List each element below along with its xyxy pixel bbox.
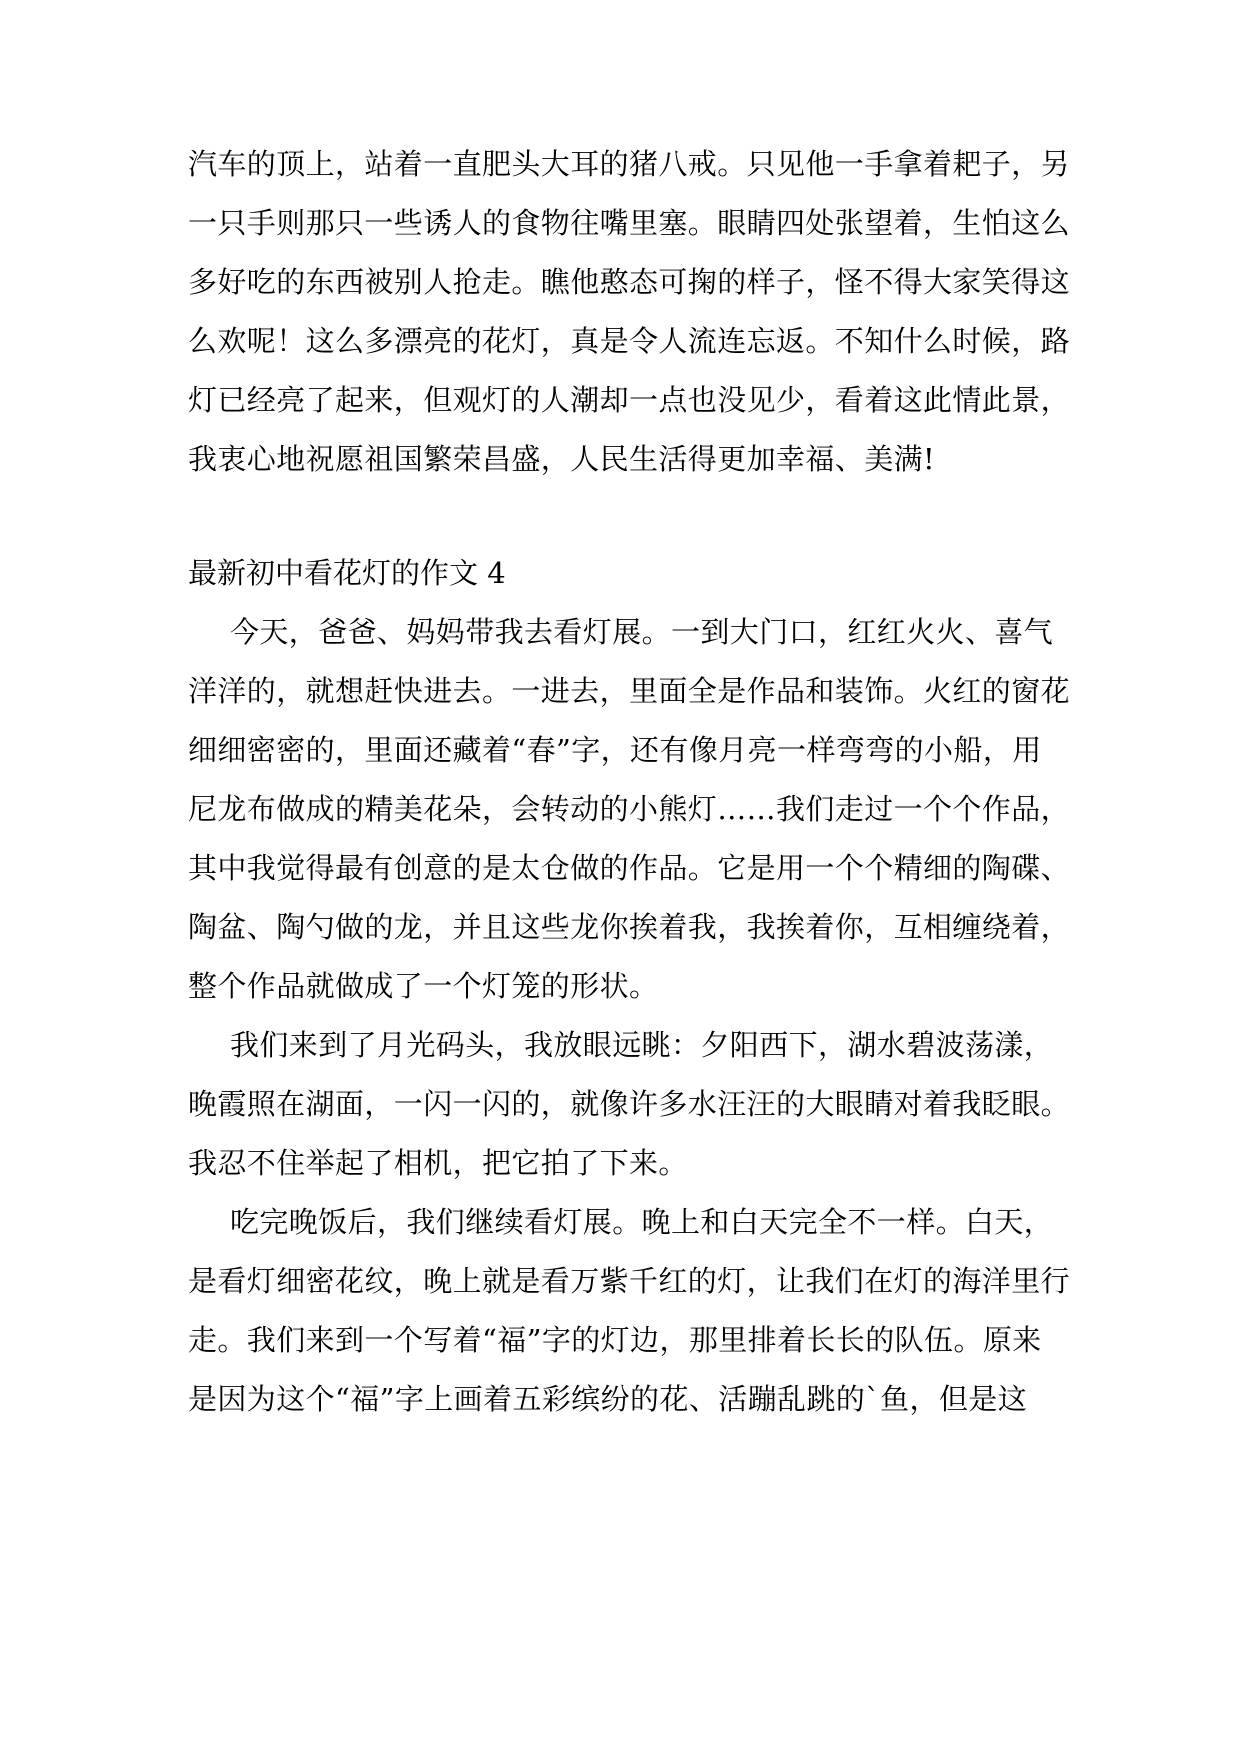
text-line: 汽车的顶上，站着一直肥头大耳的猪八戒。只见他一手拿着耙子，另 [188,147,1071,181]
text-line: 是看灯细密花纹，晚上就是看万紫千红的灯，让我们在灯的海洋里行 [188,1264,1071,1298]
text-line: 是因为这个“福”字上画着五彩缤纷的花、活蹦乱跳的`鱼，但是这 [188,1382,1028,1416]
text-line: 吃完晚饭后，我们继续看灯展。晚上和白天完全不一样。白天， [230,1205,1054,1239]
text-line: 其中我觉得最有创意的是太仓做的作品。它是用一个个精细的陶碟、 [188,851,1071,885]
text-line: 灯已经亮了起来，但观灯的人潮却一点也没见少，看着这此情此景， [188,383,1071,417]
text-line: 陶盆、陶勺做的龙，并且这些龙你挨着我，我挨着你，互相缠绕着， [188,910,1071,944]
text-line: 洋洋的，就想赶快进去。一进去，里面全是作品和装饰。火红的窗花 [188,674,1071,708]
text-line: 尼龙布做成的精美花朵，会转动的小熊灯……我们走过一个个作品， [188,792,1071,826]
section-title: 最新初中看花灯的作文 4 [188,556,506,590]
text-line: 走。我们来到一个写着“福”字的灯边，那里排着长长的队伍。原来 [188,1323,1042,1357]
text-line: 细细密密的，里面还藏着“春”字，还有像月亮一样弯弯的小船，用 [188,733,1042,767]
text-line: 多好吃的东西被别人抢走。瞧他憨态可掬的样子，怪不得大家笑得这 [188,265,1071,299]
text-line: 今天，爸爸、妈妈带我去看灯展。一到大门口，红红火火、喜气 [230,615,1054,649]
text-line: 么欢呢！这么多漂亮的花灯，真是令人流连忘返。不知什么时候，路 [188,324,1071,358]
text-line: 我忍不住举起了相机，把它拍了下来。 [188,1146,688,1180]
text-line: 我们来到了月光码头，我放眼远眺：夕阳西下，湖水碧波荡漾， [230,1028,1054,1062]
text-line: 整个作品就做成了一个灯笼的形状。 [188,969,659,1003]
text-line: 我衷心地祝愿祖国繁荣昌盛，人民生活得更加幸福、美满! [188,442,936,476]
text-line: 晚霞照在湖面，一闪一闪的，就像许多水汪汪的大眼睛对着我眨眼。 [188,1087,1071,1121]
text-line: 一只手则那只一些诱人的食物往嘴里塞。眼睛四处张望着，生怕这么 [188,206,1071,240]
